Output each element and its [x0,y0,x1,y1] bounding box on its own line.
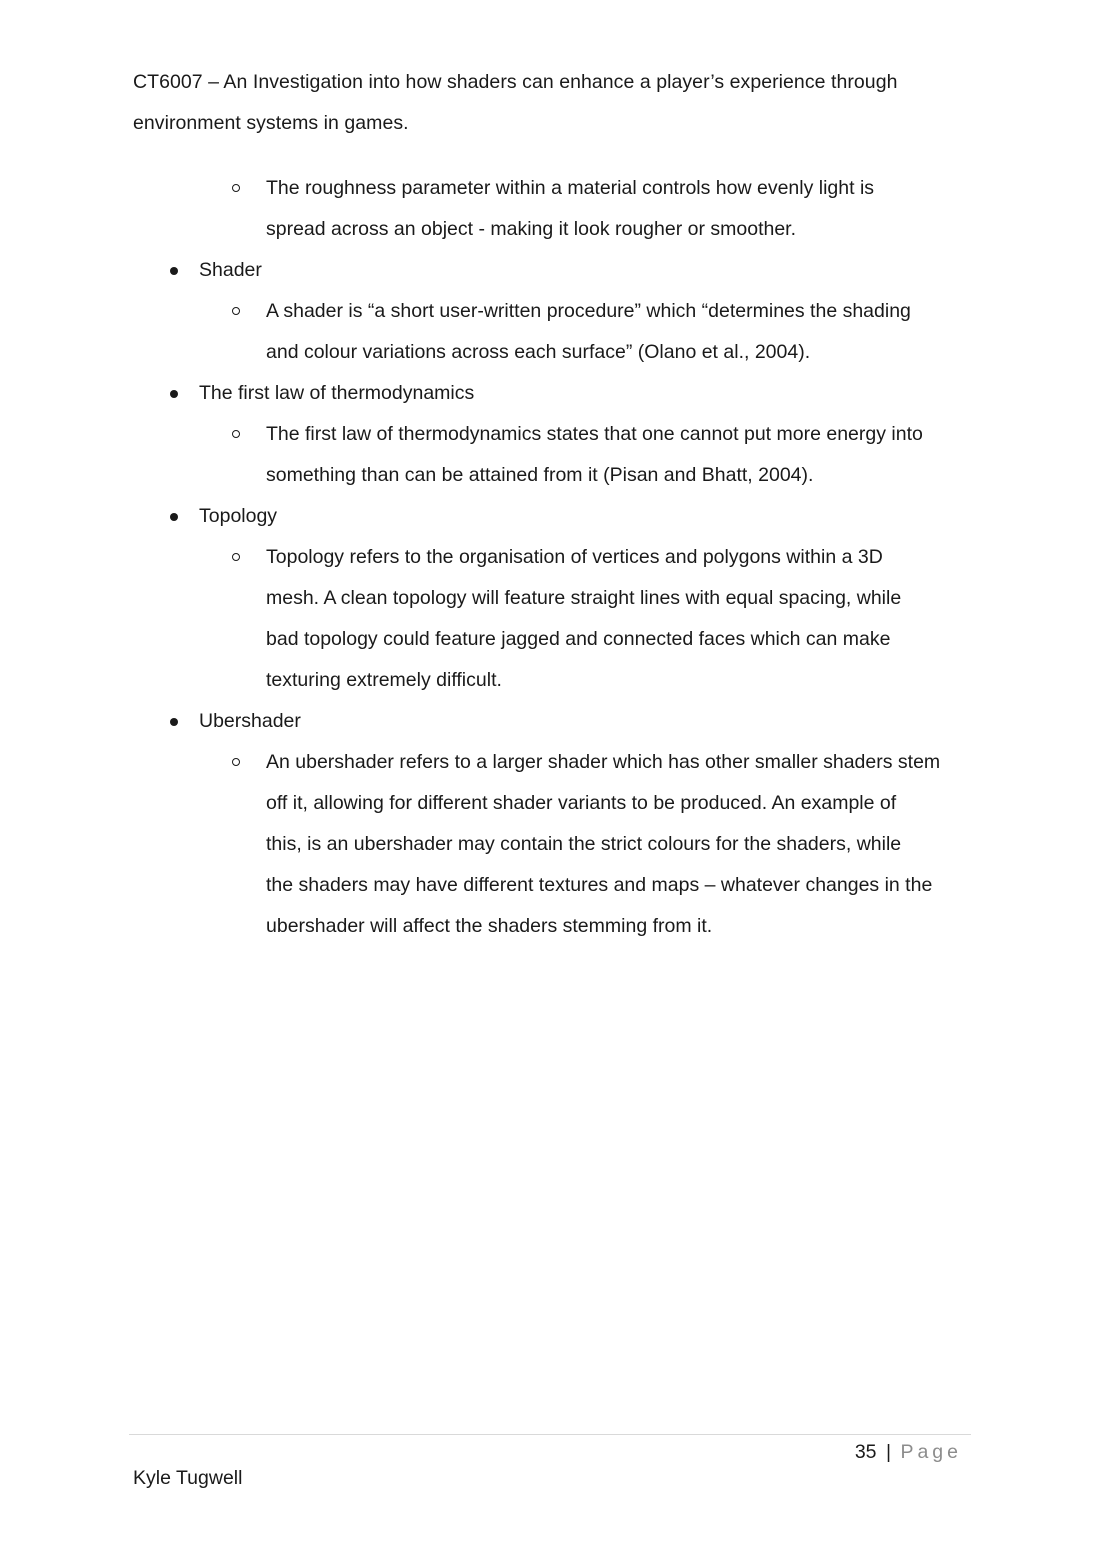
sub-item-line: this, is an ubershader may contain the strict colours for the shaders, while [266,833,902,855]
filled-bullet-icon [170,267,178,275]
list-item-thermodynamics [0,373,1100,414]
page-label: Page [900,1441,962,1463]
hollow-bullet-icon [232,430,240,438]
page-number [855,1436,962,1468]
sub-item-line: and colour variations across each surface” (Olano et al., 2004). [266,341,811,363]
sub-item-line: ubershader will affect the shaders stemming from it. [266,915,713,937]
sub-item-shader [0,291,1100,373]
document-header [133,62,973,144]
sub-item-line: texturing extremely difficult. [266,669,502,691]
sub-item-line: bad topology could feature jagged and connected faces which can make [266,628,891,650]
sub-item-thermodynamics [0,414,1100,496]
sub-item-line: Topology refers to the organisation of vertices and polygons within a 3D [266,546,883,568]
sub-item-topology [0,537,1100,701]
list-item-term: Topology [199,505,278,527]
list-item-term: The first law of thermodynamics [199,382,475,404]
sub-item-line: mesh. A clean topology will feature straight lines with equal spacing, while [266,587,902,609]
hollow-bullet-icon [232,553,240,561]
hollow-bullet-icon [232,307,240,315]
sub-item-line: something than can be attained from it (Pisan and Bhatt, 2004). [266,464,814,486]
header-line-2: environment systems in games. [133,112,409,134]
hollow-bullet-icon [232,184,240,192]
footer-divider [129,1434,971,1435]
sub-item-line: The first law of thermodynamics states that one cannot put more energy into [266,423,923,445]
list-item-topology [0,496,1100,537]
list-item-term: Shader [199,259,262,281]
hollow-bullet-icon [232,758,240,766]
glossary-list [0,168,1100,947]
sub-item-line: A shader is “a short user-written procedure” which “determines the shading [266,300,911,322]
sub-item-line: off it, allowing for different shader variants to be produced. An example of [266,792,897,814]
list-item-shader [0,250,1100,291]
filled-bullet-icon [170,390,178,398]
sub-item-ubershader [0,742,1100,947]
filled-bullet-icon [170,513,178,521]
sub-item-roughness [0,168,1100,250]
footer-author: Kyle Tugwell [133,1467,243,1489]
header-line-1: CT6007 – An Investigation into how shaders can enhance a player’s experience through [133,71,898,93]
list-item-term: Ubershader [199,710,301,732]
page-number-separator: | [885,1441,892,1463]
sub-item-line: An ubershader refers to a larger shader which has other smaller shaders stem [266,751,941,773]
page-number-value: 35 [854,1441,877,1463]
sub-item-line: The roughness parameter within a material controls how evenly light is [266,177,875,199]
filled-bullet-icon [170,718,178,726]
sub-item-line: spread across an object - making it look rougher or smoother. [266,218,797,240]
list-item-ubershader [0,701,1100,742]
sub-item-line: the shaders may have different textures and maps – whatever changes in the [266,874,933,896]
